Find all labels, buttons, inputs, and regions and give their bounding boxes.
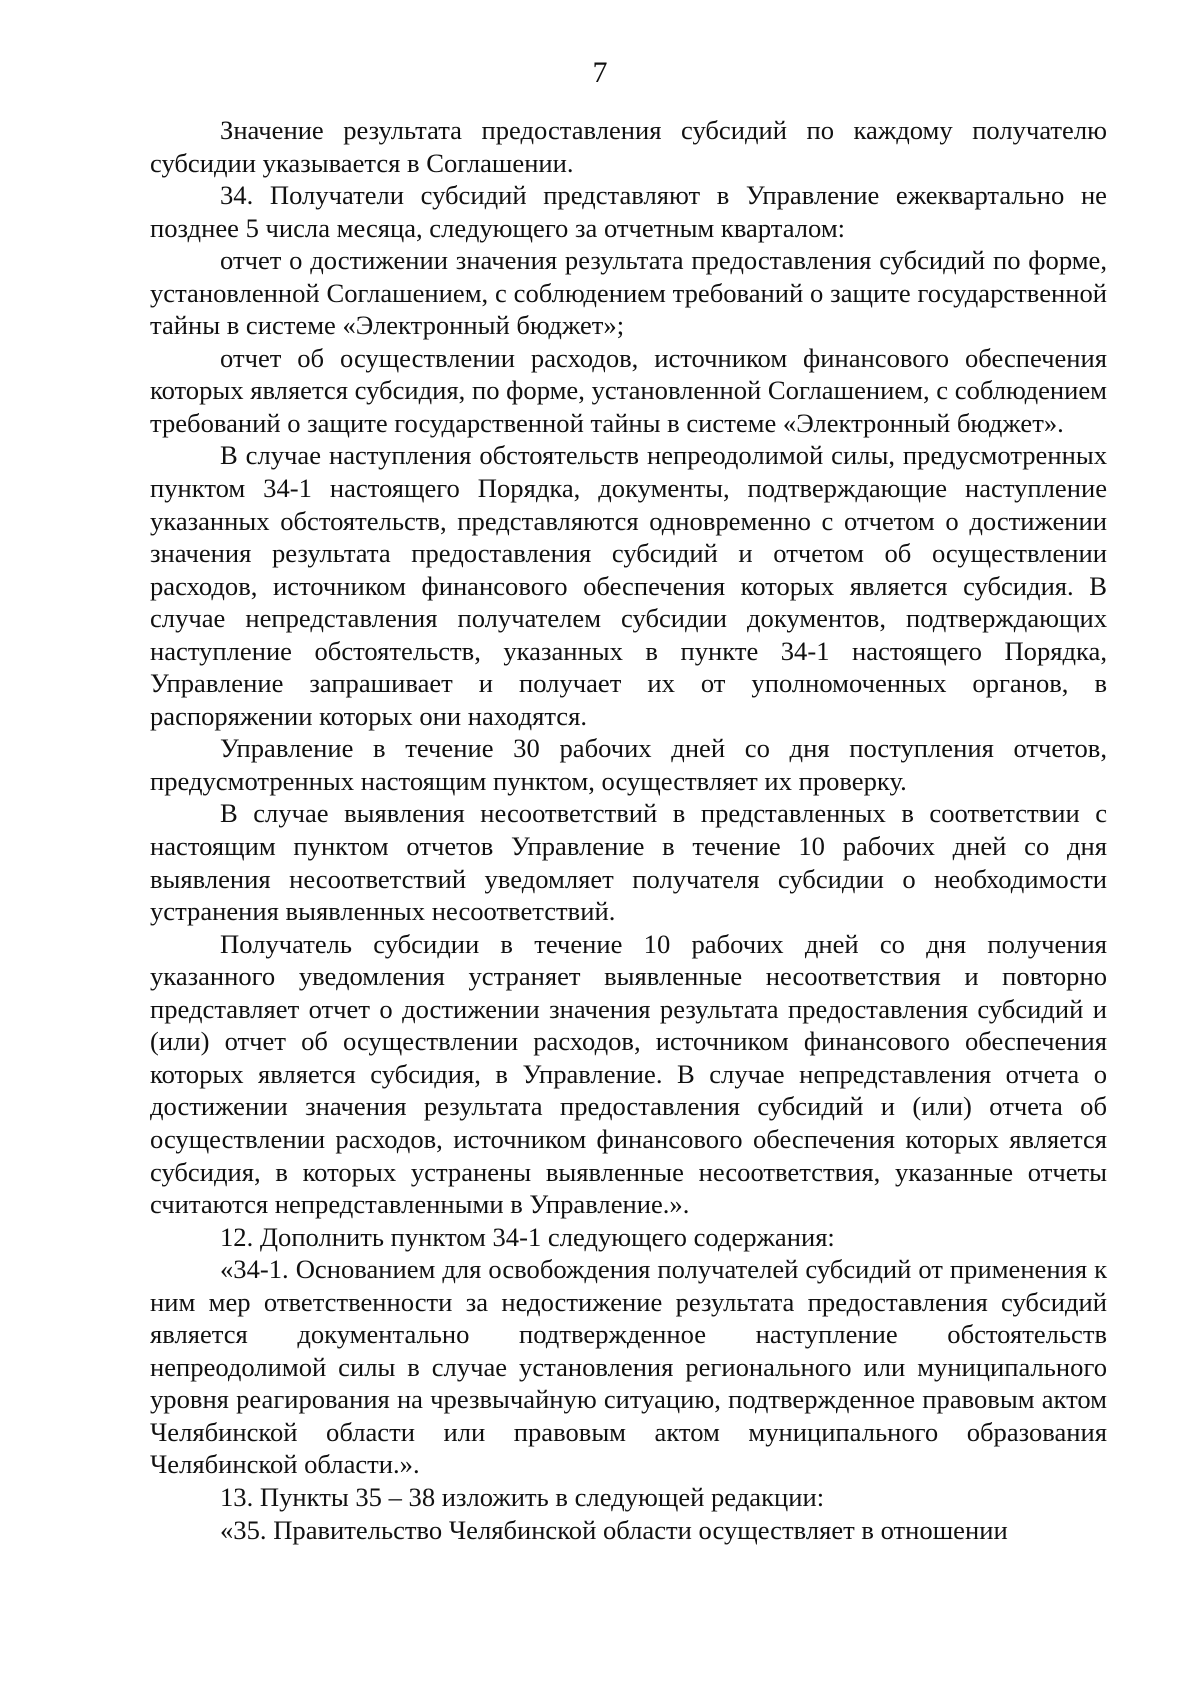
page-number: 7 (592, 56, 608, 89)
paragraph: Управление в течение 30 рабочих дней со дня поступления отчетов, предусмотренных настоящим пунктом, осуществляет их проверку. (150, 733, 1107, 796)
paragraph: «35. Правительство Челябинской области осуществляет в отношении (220, 1514, 1008, 1545)
paragraph: Получатель субсидии в течение 10 рабочих дней со дня получения указанного уведомления устраняет выявленные несоответствия и повторно представляет отчет о достижении значения результата предоставления субсидий и (или) отчет об осуществлении расходов, источником финансового обеспечения которых является субсидия, в Управление. В случае непредставления отчета о достижении значения результата предоставления субсидий и (или) отчета об осуществлении расходов, источником финансового обеспечения которых является субсидия, в которых устранены выявленные несоответствия, указанные отчеты считаются непредставленными в Управление.». (150, 928, 1107, 1220)
paragraph: 13. Пункты 35 – 38 изложить в следующей редакции: (220, 1481, 825, 1512)
paragraph: В случае выявления несоответствий в представленных в соответствии с настоящим пунктом отчетов Управление в течение 10 рабочих дней со дня выявления несоответствий уведомляет получателя субсидии о необходимости устранения выявленных несоответствий. (150, 798, 1107, 927)
document-body (150, 114, 1107, 1546)
paragraph: отчет об осуществлении расходов, источником финансового обеспечения которых является субсидия, по форме, установленной Соглашением, с соблюдением требований о защите государственной тайны в системе «Электронный бюджет». (150, 342, 1107, 438)
paragraph: Значение результата предоставления субсидий по каждому получателю субсидии указывается в Соглашении. (150, 115, 1107, 178)
paragraph: отчет о достижении значения результата предоставления субсидий по форме, установленной Соглашением, с соблюдением требований о защите государственной тайны в системе «Электронный бюджет»; (150, 245, 1107, 341)
paragraph: «34-1. Основанием для освобождения получателей субсидий от применения к ним мер ответственности за недостижение результата предоставления субсидий является документально подтвержденное наступление обстоятельств непреодолимой силы в случае установления регионального или муниципального уровня реагирования на чрезвычайную ситуацию, подтвержденное правовым актом Челябинской области или правовым актом муниципального образования Челябинской области.». (150, 1254, 1107, 1480)
paragraph: 34. Получатели субсидий представляют в Управление ежеквартально не позднее 5 числа месяца, следующего за отчетным кварталом: (150, 180, 1107, 243)
paragraph: В случае наступления обстоятельств непреодолимой силы, предусмотренных пунктом 34-1 настоящего Порядка, документы, подтверждающие наступление указанных обстоятельств, представляются одновременно с отчетом о достижении значения результата предоставления субсидий и отчетом об осуществлении расходов, источником финансового обеспечения которых является субсидия. В случае непредставления получателем субсидии документов, подтверждающих наступление обстоятельств, указанных в пункте 34-1 настоящего Порядка, Управление запрашивает и получает их от уполномоченных органов, в распоряжении которых они находятся. (150, 440, 1107, 731)
paragraph: 12. Дополнить пунктом 34-1 следующего содержания: (220, 1221, 835, 1252)
